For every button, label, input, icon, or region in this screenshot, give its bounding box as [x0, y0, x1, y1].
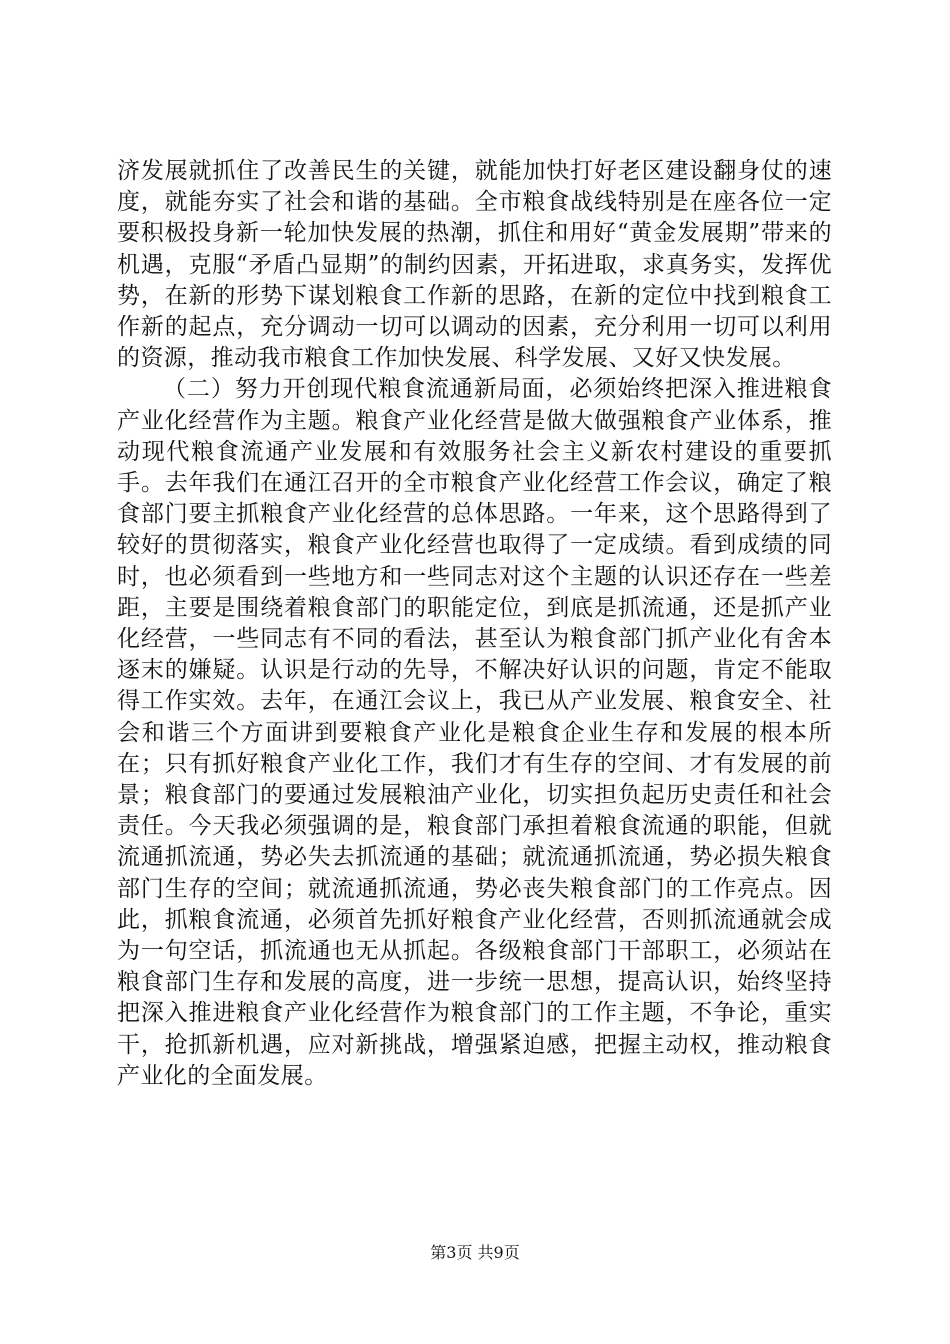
page-number-footer: 第3页 共9页	[430, 1243, 520, 1262]
body-paragraph-continued: 济发展就抓住了改善民生的关键，就能加快打好老区建设翻身仗的速度，就能夯实了社会和谐的基础。全市粮食战线特别是在座各位一定要积极投身新一轮加快发展的热潮，抓住和用好“黄金发展期”带来的机遇，克服“矛盾凸显期”的制约因素，开拓进取，求真务实，发挥优势，在新的形势下谋划粮食工作新的思路，在新的定位中找到粮食工作新的起点，充分调动一切可以调动的因素，充分利用一切可以利用的资源，推动我市粮食工作加快发展、科学发展、又好又快发展。	[117, 158, 832, 372]
body-paragraph-section-two: （二）努力开创现代粮食流通新局面，必须始终把深入推进粮食产业化经营作为主题。粮食产业化经营是做大做强粮食产业体系，推动现代粮食流通产业发展和有效服务社会主义新农村建设的重要抓手。去年我们在通江召开的全市粮食产业化经营工作会议，确定了粮食部门要主抓粮食产业化经营的总体思路。一年来，这个思路得到了较好的贯彻落实，粮食产业化经营也取得了一定成绩。看到成绩的同时，也必须看到一些地方和一些同志对这个主题的认识还存在一些差距，主要是围绕着粮食部门的职能定位，到底是抓流通，还是抓产业化经营，一些同志有不同的看法，甚至认为粮食部门抓产业化有舍本逐末的嫌疑。认识是行动的先导，不解决好认识的问题，肯定不能取得工作实效。去年，在通江会议上，我已从产业发展、粮食安全、社会和谐三个方面讲到要粮食产业化是粮食企业生存和发展的根本所在；只有抓好粮食产业化工作，我们才有生存的空间、才有发展的前景；粮食部门的要通过发展粮油产业化，切实担负起历史责任和社会责任。今天我必须强调的是，粮食部门承担着粮食流通的职能，但就流通抓流通，势必失去抓流通的基础；就流通抓流通，势必损失粮食部门生存的空间；就流通抓流通，势必丧失粮食部门的工作亮点。因此，抓粮食流通，必须首先抓好粮食产业化经营，否则抓流通就会成为一句空话，抓流通也无从抓起。各级粮食部门干部职工，必须站在粮食部门生存和发展的高度，进一步统一思想，提高认识，始终坚持把深入推进粮食产业化经营作为粮食部门的工作主题，不争论，重实干，抢抓新机遇，应对新挑战，增强紧迫感，把握主动权，推动粮食产业化的全面发展。	[117, 376, 832, 1089]
document-body	[117, 156, 832, 1092]
